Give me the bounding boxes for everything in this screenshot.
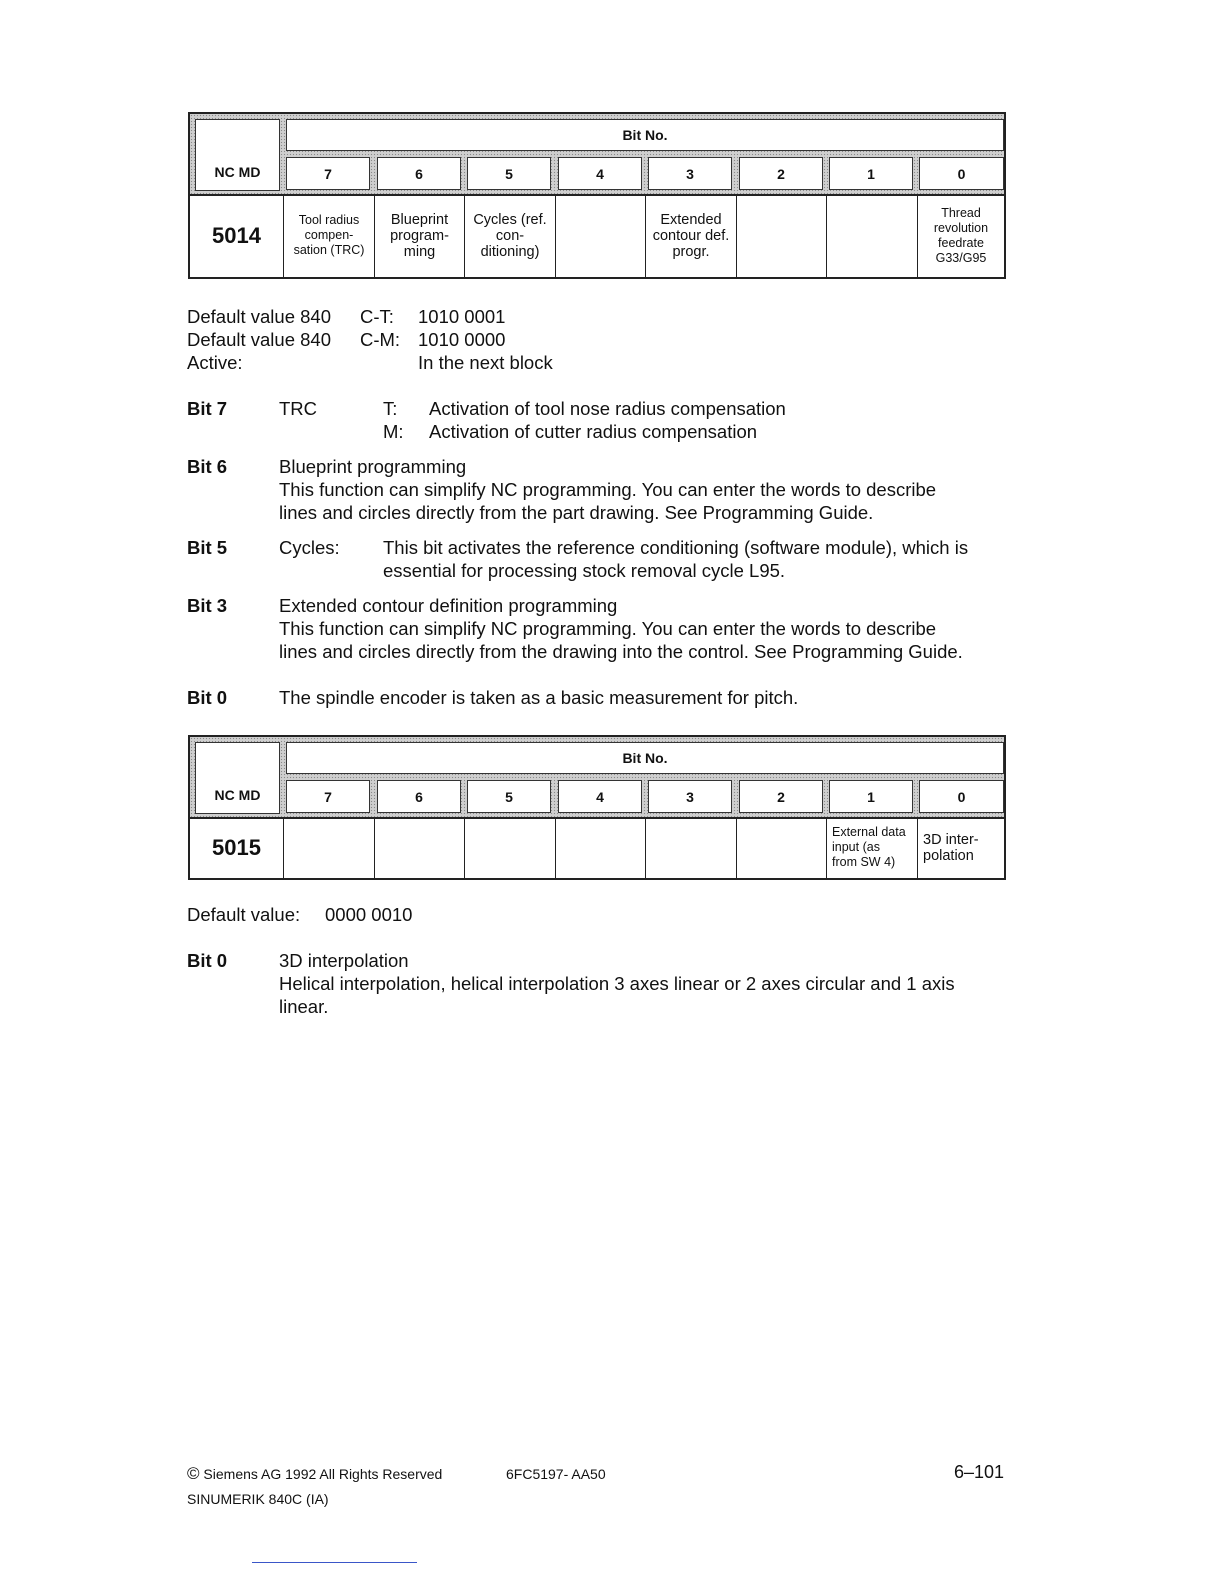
md-number-cell bbox=[190, 194, 283, 277]
bit-no-header: Bit No. bbox=[286, 119, 1004, 151]
bit-5-header: 5 bbox=[467, 780, 551, 813]
bit-1-header: 1 bbox=[829, 780, 913, 813]
ncmd-header bbox=[195, 119, 280, 191]
footer-copyright: © Siemens AG 1992 All Rights Reserved bbox=[187, 1464, 443, 1483]
bit-6-cell: Blueprint program- ming bbox=[374, 194, 464, 277]
bit-5-cell bbox=[464, 817, 555, 878]
md-number: 5014 bbox=[212, 222, 261, 248]
bit-1-cell bbox=[826, 194, 917, 277]
bit0-label: Bit 0 bbox=[187, 687, 228, 708]
footer-doc-code: 6FC5197- AA50 bbox=[506, 1466, 606, 1482]
bit7-name: TRC bbox=[279, 398, 318, 419]
bit6-label: Bit 6 bbox=[187, 456, 228, 477]
bit6-line2: This function can simplify NC programming. You can enter the words to describe bbox=[279, 479, 937, 500]
bit3-line2: This function can simplify NC programming. You can enter the words to describe bbox=[279, 618, 937, 639]
bit-6-cell bbox=[374, 817, 464, 878]
default-line-cm: Default value 840 C-M: 1010 0000 bbox=[187, 329, 506, 350]
bit-7-cell: Tool radius compen- sation (TRC) bbox=[283, 194, 374, 277]
bit-4-header: 4 bbox=[558, 157, 642, 190]
bit-0-cell: Thread revolution feedrate G33/G95 bbox=[917, 194, 1004, 277]
bit7-m-key: M: bbox=[383, 421, 404, 442]
ncmd-header bbox=[195, 742, 280, 814]
bit0-5015-line1: 3D interpolation bbox=[279, 950, 409, 971]
bit-3-cell: Extended contour def. progr. bbox=[645, 194, 736, 277]
bit-0-header: 0 bbox=[919, 780, 1004, 813]
bit0-5015-label: Bit 0 bbox=[187, 950, 228, 971]
bit-2-header: 2 bbox=[739, 780, 823, 813]
bit-2-cell bbox=[736, 817, 826, 878]
table-header bbox=[190, 737, 1004, 819]
table-header bbox=[190, 114, 1004, 196]
ncmd-label: NC MD bbox=[214, 787, 261, 803]
bit-5-header: 5 bbox=[467, 157, 551, 190]
table-body bbox=[190, 817, 1004, 878]
page-number: 6–101 bbox=[954, 1462, 1005, 1482]
table-body bbox=[190, 194, 1004, 277]
bit-7-cell bbox=[283, 817, 374, 878]
bit-table-5014 bbox=[188, 112, 1006, 279]
bit-1-cell: External data input (as from SW 4) bbox=[826, 817, 917, 878]
bit-4-cell bbox=[555, 194, 645, 277]
bit7-m-text: Activation of cutter radius compensation bbox=[429, 421, 758, 442]
bit-4-cell bbox=[555, 817, 645, 878]
bit-7-header: 7 bbox=[286, 157, 370, 190]
ncmd-label: NC MD bbox=[214, 164, 261, 180]
bit-4-header: 4 bbox=[558, 780, 642, 813]
bit0-5015-line2: Helical interpolation, helical interpolation 3 axes linear or 2 axes circular and 1 axis bbox=[279, 973, 955, 994]
default-line-ct: Default value 840 C-T: 1010 0001 bbox=[187, 306, 506, 327]
bit5-line2: essential for processing stock removal cycle L95. bbox=[383, 560, 786, 581]
bit-table-5015 bbox=[188, 735, 1006, 880]
bit3-label: Bit 3 bbox=[187, 595, 228, 616]
bit6-line3: lines and circles directly from the part drawing. See Programming Guide. bbox=[279, 502, 874, 523]
bit5-line1: This bit activates the reference conditioning (software module), which is bbox=[383, 537, 969, 558]
bit5-name: Cycles: bbox=[279, 537, 340, 558]
bit-1-header: 1 bbox=[829, 157, 913, 190]
active-line: Active: In the next block bbox=[187, 352, 553, 373]
bit-2-header: 2 bbox=[739, 157, 823, 190]
md-number-cell bbox=[190, 817, 283, 878]
bit-6-header: 6 bbox=[377, 157, 461, 190]
bit-5-cell: Cycles (ref. con- ditioning) bbox=[464, 194, 555, 277]
bit5-label: Bit 5 bbox=[187, 537, 228, 558]
bit3-line3: lines and circles directly from the drawing into the control. See Programming Guide. bbox=[279, 641, 963, 662]
bit6-line1: Blueprint programming bbox=[279, 456, 467, 477]
bit3-line1: Extended contour definition programming bbox=[279, 595, 618, 616]
bit-3-cell bbox=[645, 817, 736, 878]
footer-divider-link bbox=[252, 1562, 417, 1563]
bit-2-cell bbox=[736, 194, 826, 277]
copyright-symbol: © bbox=[187, 1464, 200, 1483]
default-line-5015: Default value: 0000 0010 bbox=[187, 904, 413, 925]
footer-product: SINUMERIK 840C (IA) bbox=[187, 1491, 329, 1507]
bit-0-cell: 3D inter- polation bbox=[917, 817, 1004, 878]
bit7-t-text: Activation of tool nose radius compensation bbox=[429, 398, 786, 419]
bit7-label: Bit 7 bbox=[187, 398, 228, 419]
bit-7-header: 7 bbox=[286, 780, 370, 813]
bit7-t-key: T: bbox=[383, 398, 398, 419]
bit0-line1: The spindle encoder is taken as a basic measurement for pitch. bbox=[279, 687, 799, 708]
bit-0-header: 0 bbox=[919, 157, 1004, 190]
bit-3-header: 3 bbox=[648, 780, 732, 813]
md-number: 5015 bbox=[212, 834, 261, 860]
bit0-5015-line3: linear. bbox=[279, 996, 329, 1017]
bit-6-header: 6 bbox=[377, 780, 461, 813]
bit-no-header: Bit No. bbox=[286, 742, 1004, 774]
bit-3-header: 3 bbox=[648, 157, 732, 190]
